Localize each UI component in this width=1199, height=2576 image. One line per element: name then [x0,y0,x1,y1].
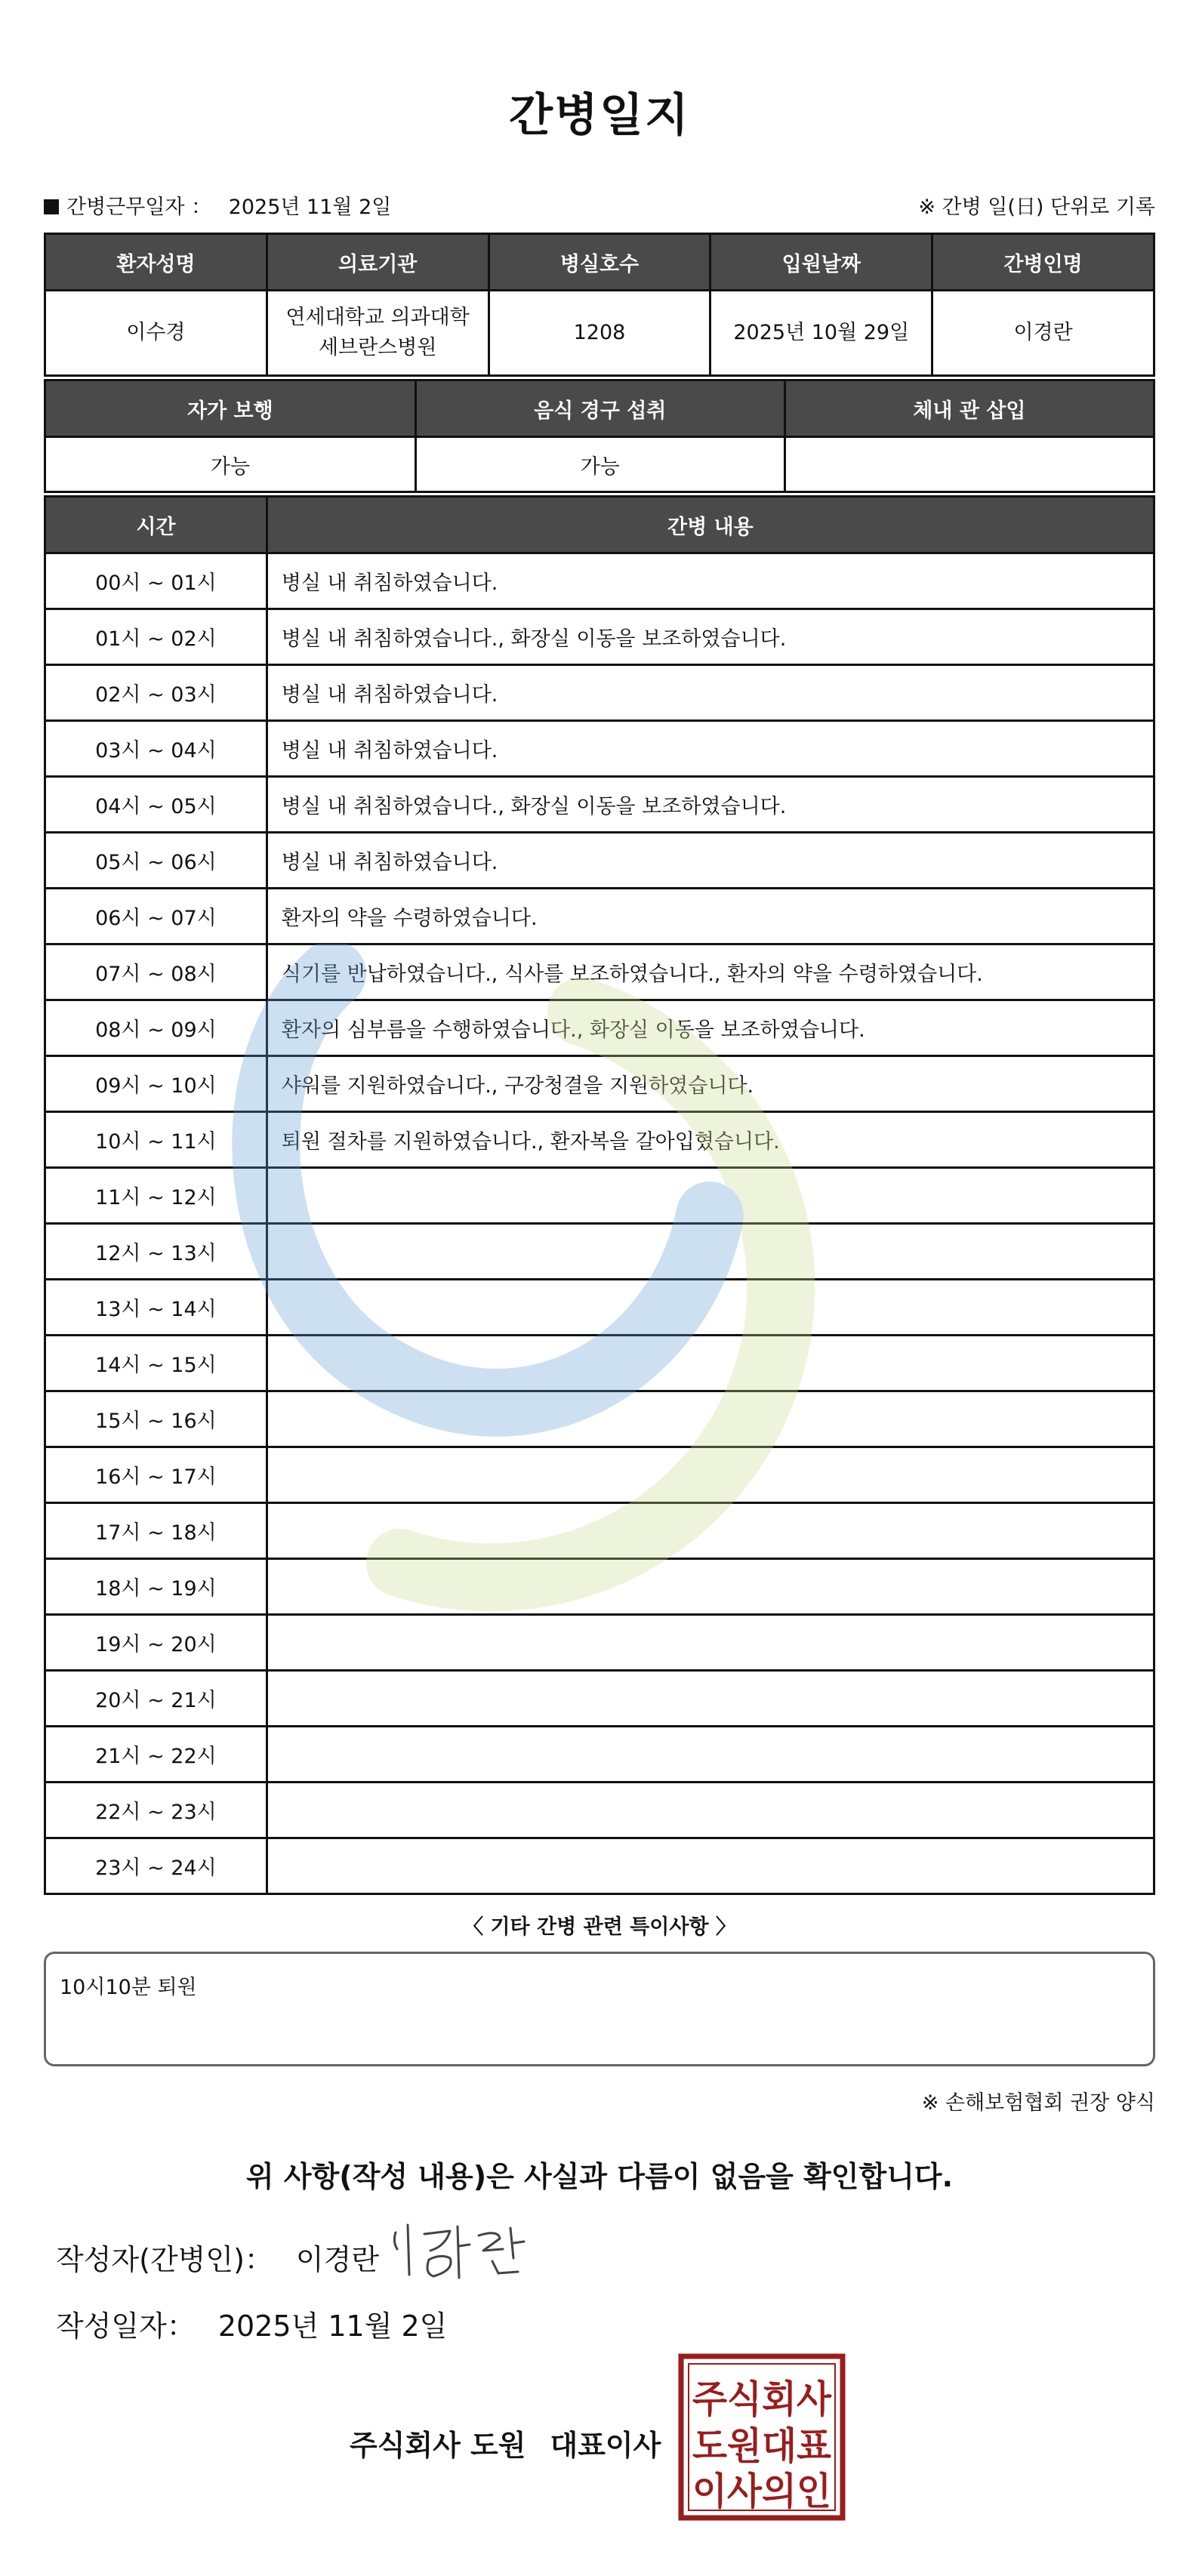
tube-insertion-value [784,437,1154,492]
header-time: 시간 [45,497,267,553]
notes-box [44,1952,1155,2066]
log-content: 환자의 약을 수령하였습니다. [267,889,1154,944]
table-row [45,777,1154,833]
table-row [45,1838,1154,1894]
seal-line-1: 주식회사 [692,2377,832,2421]
oral-intake-value: 가능 [415,437,784,492]
seal-line-2: 도원대표 [692,2424,832,2468]
hospital-line1: 연세대학교 의과대학 [285,306,470,329]
handwritten-signature [385,2216,536,2284]
page-title: 간병일지 [509,89,690,142]
writer-name: 이경란 [295,2243,380,2276]
header-patient-name: 환자성명 [45,234,267,291]
log-content: 퇴원 절차를 지원하였습니다., 환자복을 갈아입혔습니다. [267,1112,1154,1168]
company-seal-stamp [678,2353,846,2521]
work-date-row [44,190,391,220]
patient-name: 이수경 [45,291,267,376]
log-time: 14시 ~ 15시 [45,1336,267,1391]
self-walking-value: 가능 [45,437,416,492]
log-content: 병실 내 취침하였습니다. [267,553,1154,609]
log-content [267,1783,1154,1838]
hospital-cell [267,291,489,376]
form-note: ※ 손해보험협회 권장 양식 [921,2091,1155,2115]
log-time: 01시 ~ 02시 [45,609,267,665]
room-number: 1208 [489,291,710,376]
representative-title: 대표이사 [550,2429,661,2462]
log-content: 병실 내 취침하였습니다., 화장실 이동을 보조하였습니다. [267,777,1154,833]
log-time: 21시 ~ 22시 [45,1727,267,1783]
log-content [267,1727,1154,1783]
table-row [45,1671,1154,1727]
patient-info-table [44,233,1155,377]
log-content: 환자의 심부름을 수행하였습니다., 화장실 이동을 보조하였습니다. [267,1000,1154,1056]
notes-title: 〈 기타 간병 관련 특이사항 〉 [463,1915,736,1939]
log-time: 11시 ~ 12시 [45,1168,267,1224]
notes-text: 10시10분 퇴원 [60,1976,197,1999]
log-time: 02시 ~ 03시 [45,665,267,721]
log-content: 병실 내 취침하였습니다., 화장실 이동을 보조하였습니다. [267,609,1154,665]
log-time: 19시 ~ 20시 [45,1615,267,1671]
table-row [45,889,1154,944]
header-admission-date: 입원날짜 [710,234,932,291]
header-caregiver: 간병인명 [932,234,1154,291]
log-time: 12시 ~ 13시 [45,1224,267,1280]
written-date-value: 2025년 11월 2일 [217,2309,448,2343]
table-row [45,1727,1154,1783]
table-row [45,609,1154,665]
log-time: 13시 ~ 14시 [45,1280,267,1336]
work-date-value: 2025년 11월 2일 [228,196,392,219]
table-row [45,1783,1154,1838]
seal-line-3: 이사의인 [692,2470,831,2513]
log-time: 08시 ~ 09시 [45,1000,267,1056]
log-content: 식기를 반납하였습니다., 식사를 보조하였습니다., 환자의 약을 수령하였습니다. [267,944,1154,1000]
log-time: 03시 ~ 04시 [45,721,267,777]
log-time: 18시 ~ 19시 [45,1559,267,1615]
hospital-line2: 세브란스병원 [318,336,437,359]
log-time: 16시 ~ 17시 [45,1447,267,1503]
header-room: 병실호수 [489,234,710,291]
log-time: 20시 ~ 21시 [45,1671,267,1727]
header-self-walking: 자가 보행 [45,381,416,437]
confirmation-statement: 위 사항(작성 내용)은 사실과 다름이 없음을 확인합니다. [245,2160,954,2193]
log-time: 22시 ~ 23시 [45,1783,267,1838]
log-time: 07시 ~ 08시 [45,944,267,1000]
log-time: 04시 ~ 05시 [45,777,267,833]
admission-date: 2025년 10월 29일 [710,291,932,376]
log-content: 샤워를 지원하였습니다., 구강청결을 지원하였습니다. [267,1056,1154,1112]
log-content: 병실 내 취침하였습니다. [267,665,1154,721]
table-row [45,665,1154,721]
table-row [45,553,1154,609]
header-tube-insertion: 체내 관 삽입 [784,381,1154,437]
writer-row [56,2236,379,2278]
log-time: 05시 ~ 06시 [45,833,267,889]
header-hospital: 의료기관 [267,234,489,291]
header-care-content: 간병 내용 [267,497,1154,553]
log-content: 병실 내 취침하였습니다. [267,833,1154,889]
log-time: 15시 ~ 16시 [45,1391,267,1447]
patient-status-table [44,379,1155,493]
log-time: 09시 ~ 10시 [45,1056,267,1112]
caregiver-name: 이경란 [932,291,1154,376]
work-date-label: 간병근무일자 ： [66,196,212,219]
written-date-row [56,2303,447,2344]
watermark-green-ring [400,1012,781,1577]
log-time: 00시 ~ 01시 [45,553,267,609]
company-name: 주식회사 도원 [350,2429,526,2462]
header-oral-intake: 음식 경구 섭취 [415,381,784,437]
writer-label: 작성자(간병인)： [56,2243,273,2276]
log-time: 17시 ~ 18시 [45,1503,267,1559]
log-content: 병실 내 취침하였습니다. [267,721,1154,777]
log-time: 06시 ~ 07시 [45,889,267,944]
company-signature [350,2422,661,2464]
table-row [45,833,1154,889]
written-date-label: 작성일자： [56,2309,196,2343]
log-content [267,1838,1154,1894]
log-time: 23시 ~ 24시 [45,1838,267,1894]
log-time: 10시 ~ 11시 [45,1112,267,1168]
record-note: ※ 간병 일(日) 단위로 기록 [918,196,1155,219]
table-row [45,721,1154,777]
log-content [267,1671,1154,1727]
watermark-logo [227,944,944,1661]
square-bullet-icon [44,199,59,214]
